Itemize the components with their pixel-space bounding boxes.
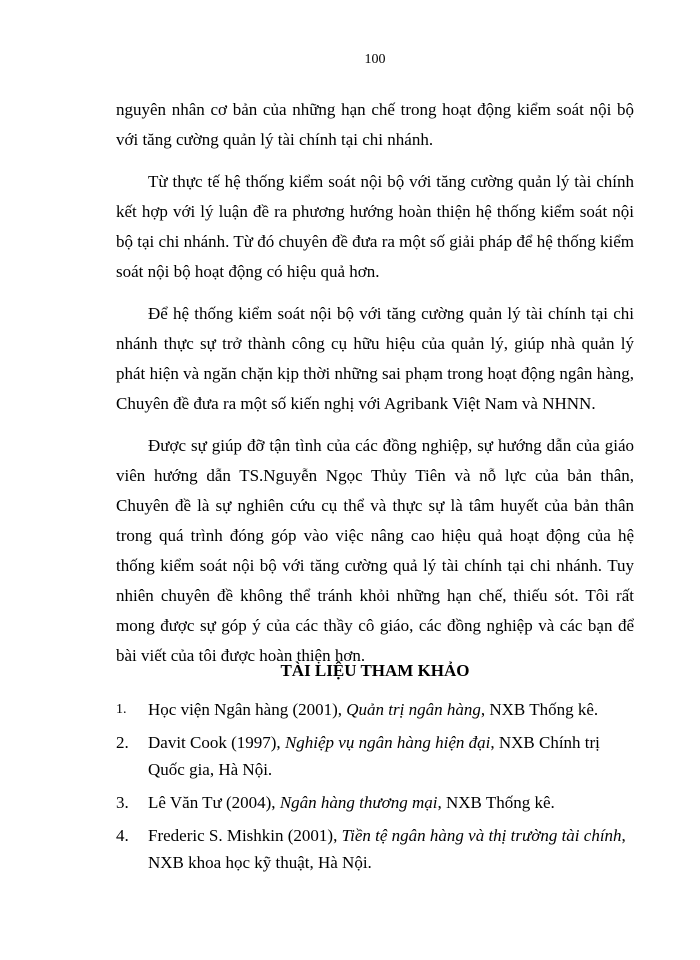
reference-publisher: , NXB Chính trị Quốc gia, Hà Nội. [148,733,600,779]
reference-item [116,729,634,783]
reference-author: Học viện Ngân hàng (2001), [148,700,347,719]
reference-item [116,822,634,876]
references-title: TÀI LIỆU THAM KHẢO [280,661,470,680]
paragraph-4: Được sự giúp đỡ tận tình của các đồng nghiệp, sự hướng dẫn của giáo viên hướng dẫn TS.Nguyễn Ngọc Thủy Tiên và nỗ lực của bản thân, Chuyên đề là sự nghiên cứu cụ thể và thực sự là tâm huyết của bản thân trong quá trình đóng góp vào việc nâng cao hiệu quả hoạt động của hệ thống kiểm soát nội bộ với tăng cường quả lý tài chính tại chi nhánh. Tuy nhiên chuyên đề không thể tránh khỏi những hạn chế, thiếu sót. Tôi rất mong được sự góp ý của các thầy cô giáo, các đồng nghiệp và các bạn để bài viết của tôi được hoàn thiện hơn. [116,436,634,665]
reference-author: Lê Văn Tư (2004), [148,793,280,812]
reference-publisher: , NXB Thống kê. [437,793,555,812]
body-text [116,95,634,683]
reference-number: 2. [116,733,129,752]
reference-title: Ngân hàng thương mại [279,793,438,812]
reference-number: 4. [116,826,129,845]
reference-author: Davit Cook (1997), [148,733,285,752]
reference-number: 3. [116,793,129,812]
reference-title: Quản trị ngân hàng [346,700,481,719]
reference-publisher: , NXB khoa học kỹ thuật, Hà Nội. [148,826,626,872]
reference-item [116,696,634,723]
page-number: 100 [364,52,386,67]
reference-title: Tiền tệ ngân hàng và thị trường tài chính [341,826,622,845]
references-list [116,696,634,882]
reference-number: 1. [116,702,127,717]
paragraph-3: Để hệ thống kiểm soát nội bộ với tăng cường quản lý tài chính tại chi nhánh thực sự trở thành công cụ hữu hiệu của quản lý, giúp nhà quản lý phát hiện và ngăn chặn kịp thời những sai phạm trong hoạt động ngân hàng, Chuyên đề đưa ra một số kiến nghị với Agribank Việt Nam và NHNN. [116,304,634,413]
reference-author: Frederic S. Mishkin (2001), [148,826,342,845]
reference-title: Nghiệp vụ ngân hàng hiện đại [284,733,491,752]
paragraph-1: nguyên nhân cơ bản của những hạn chế trong hoạt động kiểm soát nội bộ với tăng cường quản lý tài chính tại chi nhánh. [116,100,634,149]
reference-item [116,789,634,816]
reference-publisher: , NXB Thống kê. [480,700,599,719]
paragraph-2: Từ thực tế hệ thống kiểm soát nội bộ với tăng cường quản lý tài chính kết hợp với lý luận đề ra phương hướng hoàn thiện hệ thống kiểm soát nội bộ tại chi nhánh. Từ đó chuyên đề đưa ra một số giải pháp để hệ thống kiểm soát nội bộ hoạt động có hiệu quả hơn. [116,172,634,281]
